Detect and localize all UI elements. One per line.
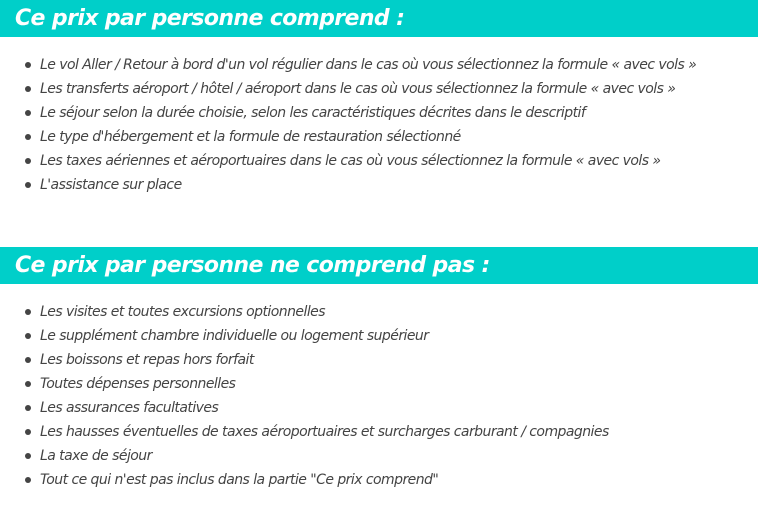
bullet-icon: [25, 333, 31, 339]
list-item-text: Le supplément chambre individuelle ou logement supérieur: [40, 328, 429, 344]
list-item: [0, 77, 758, 101]
list-item-text: L'assistance sur place: [40, 177, 182, 193]
bullet-icon: [25, 405, 31, 411]
list-item: [0, 444, 758, 468]
list-item: [0, 396, 758, 420]
bullet-icon: [25, 134, 31, 140]
excluded-list: [0, 300, 758, 492]
list-item-text: Les visites et toutes excursions optionnelles: [40, 304, 325, 320]
bullet-icon: [25, 86, 31, 92]
list-item: [0, 149, 758, 173]
list-item: [0, 300, 758, 324]
list-item: [0, 101, 758, 125]
list-item-text: Tout ce qui n'est pas inclus dans la partie "Ce prix comprend": [40, 472, 439, 488]
list-item-text: Les hausses éventuelles de taxes aéroportuaires et surcharges carburant / compagnies: [40, 424, 609, 440]
list-item: [0, 468, 758, 492]
list-item-text: Les assurances facultatives: [40, 400, 219, 416]
bullet-icon: [25, 110, 31, 116]
list-item-text: Le séjour selon la durée choisie, selon les caractéristiques décrites dans le descriptif: [40, 105, 586, 121]
included-list: [0, 53, 758, 197]
bullet-icon: [25, 158, 31, 164]
bullet-icon: [25, 453, 31, 459]
list-item-text: La taxe de séjour: [40, 448, 152, 464]
bullet-icon: [25, 62, 31, 68]
bullet-icon: [25, 309, 31, 315]
list-item: [0, 372, 758, 396]
list-item-text: Toutes dépenses personnelles: [40, 376, 236, 392]
bullet-icon: [25, 429, 31, 435]
list-item-text: Le type d'hébergement et la formule de restauration sélectionné: [40, 129, 461, 145]
list-item: [0, 348, 758, 372]
excluded-section-title: Ce prix par personne ne comprend pas :: [0, 247, 758, 284]
bullet-icon: [25, 357, 31, 363]
list-item: [0, 53, 758, 77]
bullet-icon: [25, 381, 31, 387]
list-item-text: Les taxes aériennes et aéroportuaires dans le cas où vous sélectionnez la formule « avec vols »: [40, 153, 661, 169]
list-item: [0, 125, 758, 149]
list-item: [0, 420, 758, 444]
list-item-text: Les boissons et repas hors forfait: [40, 352, 254, 368]
list-item: [0, 324, 758, 348]
list-item-text: Les transferts aéroport / hôtel / aéroport dans le cas où vous sélectionnez la formule « avec vols »: [40, 81, 676, 97]
included-section-title: Ce prix par personne comprend :: [0, 0, 758, 37]
bullet-icon: [25, 477, 31, 483]
list-item: [0, 173, 758, 197]
bullet-icon: [25, 182, 31, 188]
list-item-text: Le vol Aller / Retour à bord d'un vol régulier dans le cas où vous sélectionnez la formule « avec vols »: [40, 57, 697, 73]
